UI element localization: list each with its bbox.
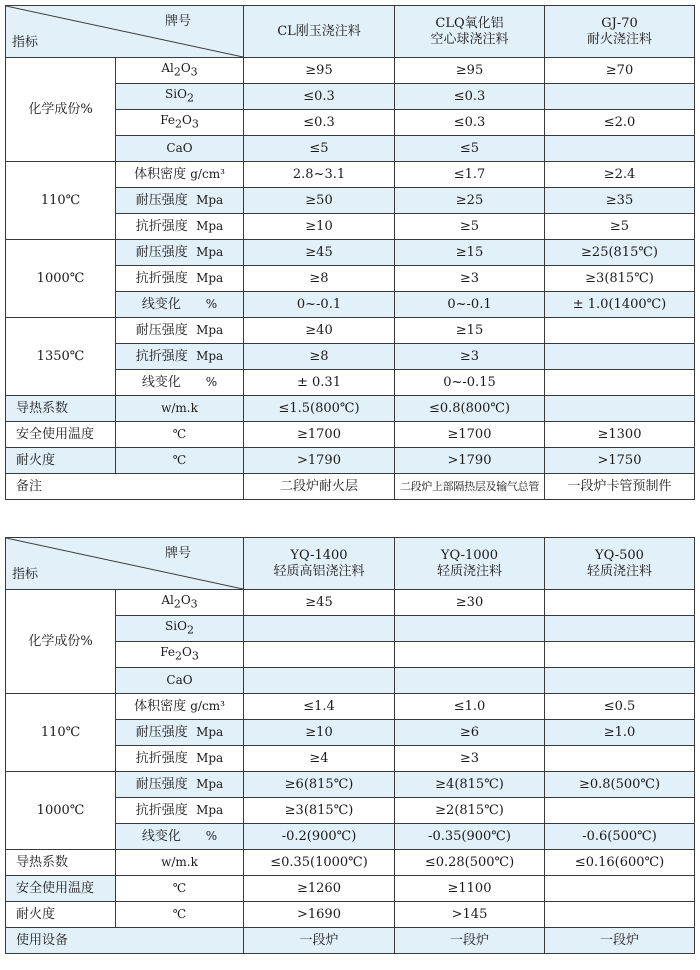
- table-cell: [545, 318, 695, 344]
- table-row: [6, 590, 695, 616]
- table-cell: ≥1.0: [545, 720, 695, 746]
- table-cell: ≥15: [395, 318, 545, 344]
- table-row: [6, 876, 695, 902]
- table-cell: ≤0.8(800℃): [395, 396, 545, 422]
- table-cell: [545, 616, 695, 642]
- table-cell: ≤0.3: [244, 110, 395, 136]
- brand-label: 牌号: [164, 14, 191, 29]
- table-cell: ≥0.8(500℃): [545, 772, 695, 798]
- table-cell: ≤5: [244, 136, 395, 162]
- corner-diagonal: [6, 538, 243, 589]
- table-cell: [244, 616, 395, 642]
- table-cell: [545, 668, 695, 694]
- row-label: 导热系数: [6, 396, 116, 422]
- table-cell: ≥1700: [395, 422, 545, 448]
- table-cell: ≥25(815℃): [545, 240, 695, 266]
- row-unit: ℃: [116, 422, 244, 448]
- table-cell: ≥1300: [545, 422, 695, 448]
- table-cell: ≥3: [395, 266, 545, 292]
- row-label: $Fe_2O_3$: [116, 110, 244, 136]
- table-cell: ≥15: [395, 240, 545, 266]
- table-row: [6, 902, 695, 928]
- table-cell: [545, 344, 695, 370]
- group-label: 110℃: [6, 694, 116, 772]
- table-cell: [395, 616, 545, 642]
- spec-table-1: [5, 5, 695, 500]
- column-header: CLQ氧化铝 空心球浇注料: [395, 6, 545, 58]
- row-label: 体积密度 g/cm³: [116, 162, 244, 188]
- table-cell: ≥35: [545, 188, 695, 214]
- row-unit: ℃: [116, 876, 244, 902]
- table-cell: ≥45: [244, 240, 395, 266]
- table-cell: 二段炉上部隔热层及输气总管: [395, 474, 545, 500]
- table-cell: ≥10: [244, 720, 395, 746]
- table-cell: ≥3: [395, 746, 545, 772]
- group-label: 1000℃: [6, 240, 116, 318]
- table-cell: ≥6: [395, 720, 545, 746]
- column-header: GJ-70 耐火浇注料: [545, 6, 695, 58]
- table-cell: >1690: [244, 902, 395, 928]
- row-label: 体积密度 g/cm³: [116, 694, 244, 720]
- table-cell: -0.6(500℃): [545, 824, 695, 850]
- table-cell: >1790: [395, 448, 545, 474]
- table-cell: 0~-0.1: [244, 292, 395, 318]
- table-cell: ≥45: [244, 590, 395, 616]
- column-header: YQ-1400 轻质高铝浇注料: [244, 538, 395, 590]
- table-cell: >145: [395, 902, 545, 928]
- spec-table-2: [5, 537, 695, 954]
- column-header: YQ-1000 轻质浇注料: [395, 538, 545, 590]
- table-cell: -0.35(900℃): [395, 824, 545, 850]
- row-label: $Al_2O_3$: [116, 58, 244, 84]
- table-row: [6, 58, 695, 84]
- row-label: 使用设备: [6, 928, 244, 954]
- table-cell: ≥70: [545, 58, 695, 84]
- table-row: [6, 448, 695, 474]
- table-header-row: [6, 538, 695, 590]
- table-cell: ≥1100: [395, 876, 545, 902]
- table-cell: ≥4(815℃): [395, 772, 545, 798]
- row-unit: ℃: [116, 448, 244, 474]
- table-cell: [395, 642, 545, 668]
- row-label: SiO$_2$: [116, 616, 244, 642]
- table-cell: ± 1.0(1400℃): [545, 292, 695, 318]
- row-label: 导热系数: [6, 850, 116, 876]
- row-label: 耐压强度 Mpa: [116, 318, 244, 344]
- table-cell: ± 0.31: [244, 370, 395, 396]
- table-row: [6, 928, 695, 954]
- table-row: [6, 422, 695, 448]
- table-cell: [545, 396, 695, 422]
- row-label: 耐压强度 Mpa: [116, 188, 244, 214]
- table-cell: ≥3(815℃): [545, 266, 695, 292]
- table-cell: ≤1.4: [244, 694, 395, 720]
- row-label: 抗折强度 Mpa: [116, 344, 244, 370]
- table-cell: ≥5: [545, 214, 695, 240]
- table-cell: ≤0.3: [395, 110, 545, 136]
- table-cell: 2.8~3.1: [244, 162, 395, 188]
- table-cell: [545, 136, 695, 162]
- table-cell: ≤0.3: [244, 84, 395, 110]
- table-cell: [244, 642, 395, 668]
- column-header: YQ-500 轻质浇注料: [545, 538, 695, 590]
- table-cell: ≥10: [244, 214, 395, 240]
- table-cell: ≥6(815℃): [244, 772, 395, 798]
- row-label: CaO: [116, 136, 244, 162]
- row-unit: w/m.k: [116, 396, 244, 422]
- table-corner-cell: [6, 6, 244, 58]
- table-cell: ≤0.3: [395, 84, 545, 110]
- row-label: $Fe_2O_3$: [116, 642, 244, 668]
- table-cell: ≥1260: [244, 876, 395, 902]
- table-cell: 一段炉卡管预制件: [545, 474, 695, 500]
- table-cell: ≥1700: [244, 422, 395, 448]
- row-label: 抗折强度 Mpa: [116, 746, 244, 772]
- table-cell: [545, 84, 695, 110]
- table-cell: ≤1.5(800℃): [244, 396, 395, 422]
- row-label: 耐压强度 Mpa: [116, 720, 244, 746]
- table-cell: ≤0.28(500℃): [395, 850, 545, 876]
- table-cell: ≥5: [395, 214, 545, 240]
- table-header-row: [6, 6, 695, 58]
- table-cell: ≤0.5: [545, 694, 695, 720]
- table-cell: >1790: [244, 448, 395, 474]
- table-cell: ≥25: [395, 188, 545, 214]
- table-cell: [545, 798, 695, 824]
- table-row: [6, 850, 695, 876]
- table-cell: 0~-0.1: [395, 292, 545, 318]
- row-label: 线变化 %: [116, 370, 244, 396]
- table-cell: ≥2(815℃): [395, 798, 545, 824]
- table-row: [6, 240, 695, 266]
- row-label: 安全使用温度: [6, 876, 116, 902]
- table-cell: 一段炉: [244, 928, 395, 954]
- row-unit: ℃: [116, 902, 244, 928]
- row-label: 备注: [6, 474, 244, 500]
- index-label: 指标: [12, 35, 39, 50]
- row-label: SiO$_2$: [116, 84, 244, 110]
- table-cell: ≥50: [244, 188, 395, 214]
- table-row: [6, 396, 695, 422]
- group-label: 化学成份%: [6, 590, 116, 694]
- corner-diagonal: [6, 6, 243, 57]
- row-unit: w/m.k: [116, 850, 244, 876]
- row-label: 耐压强度 Mpa: [116, 772, 244, 798]
- group-label: 1000℃: [6, 772, 116, 850]
- table-cell: [244, 668, 395, 694]
- group-label: 化学成份%: [6, 58, 116, 162]
- table-cell: [545, 642, 695, 668]
- brand-label: 牌号: [164, 546, 191, 561]
- table-cell: [545, 746, 695, 772]
- table-cell: ≥8: [244, 344, 395, 370]
- table-cell: 二段炉耐火层: [244, 474, 395, 500]
- table-corner-cell: [6, 538, 244, 590]
- table-cell: ≤5: [395, 136, 545, 162]
- column-header: CL刚玉浇注料: [244, 6, 395, 58]
- row-label: 耐火度: [6, 448, 116, 474]
- table-cell: ≥30: [395, 590, 545, 616]
- group-label: 1350℃: [6, 318, 116, 396]
- table-cell: [395, 668, 545, 694]
- table-cell: -0.2(900℃): [244, 824, 395, 850]
- table-cell: ≥2.4: [545, 162, 695, 188]
- table-cell: ≤0.16(600℃): [545, 850, 695, 876]
- table-cell: ≤0.35(1000℃): [244, 850, 395, 876]
- table-cell: >1750: [545, 448, 695, 474]
- table-cell: 0~-0.15: [395, 370, 545, 396]
- row-label: 线变化 %: [116, 824, 244, 850]
- row-label: 线变化 %: [116, 292, 244, 318]
- table-cell: [545, 370, 695, 396]
- table-cell: [545, 590, 695, 616]
- table-cell: ≥95: [244, 58, 395, 84]
- table-cell: ≥8: [244, 266, 395, 292]
- row-label: 抗折强度 Mpa: [116, 798, 244, 824]
- table-row: [6, 772, 695, 798]
- table-row: [6, 694, 695, 720]
- table-cell: ≤1.7: [395, 162, 545, 188]
- row-label: 抗折强度 Mpa: [116, 214, 244, 240]
- table-cell: 一段炉: [545, 928, 695, 954]
- table-cell: ≥3: [395, 344, 545, 370]
- table-row: [6, 162, 695, 188]
- index-label: 指标: [12, 567, 39, 582]
- row-label: 耐压强度 Mpa: [116, 240, 244, 266]
- table-cell: ≤2.0: [545, 110, 695, 136]
- table-cell: ≥40: [244, 318, 395, 344]
- table-cell: [545, 876, 695, 902]
- group-label: 110℃: [6, 162, 116, 240]
- table-cell: ≥3(815℃): [244, 798, 395, 824]
- table-cell: ≥4: [244, 746, 395, 772]
- row-label: 耐火度: [6, 902, 116, 928]
- row-label: CaO: [116, 668, 244, 694]
- table-row: [6, 474, 695, 500]
- table-cell: ≤1.0: [395, 694, 545, 720]
- row-label: 安全使用温度: [6, 422, 116, 448]
- table-row: [6, 318, 695, 344]
- table-cell: 一段炉: [395, 928, 545, 954]
- table-cell: ≥95: [395, 58, 545, 84]
- row-label: $Al_2O_3$: [116, 590, 244, 616]
- row-label: 抗折强度 Mpa: [116, 266, 244, 292]
- table-cell: [545, 902, 695, 928]
